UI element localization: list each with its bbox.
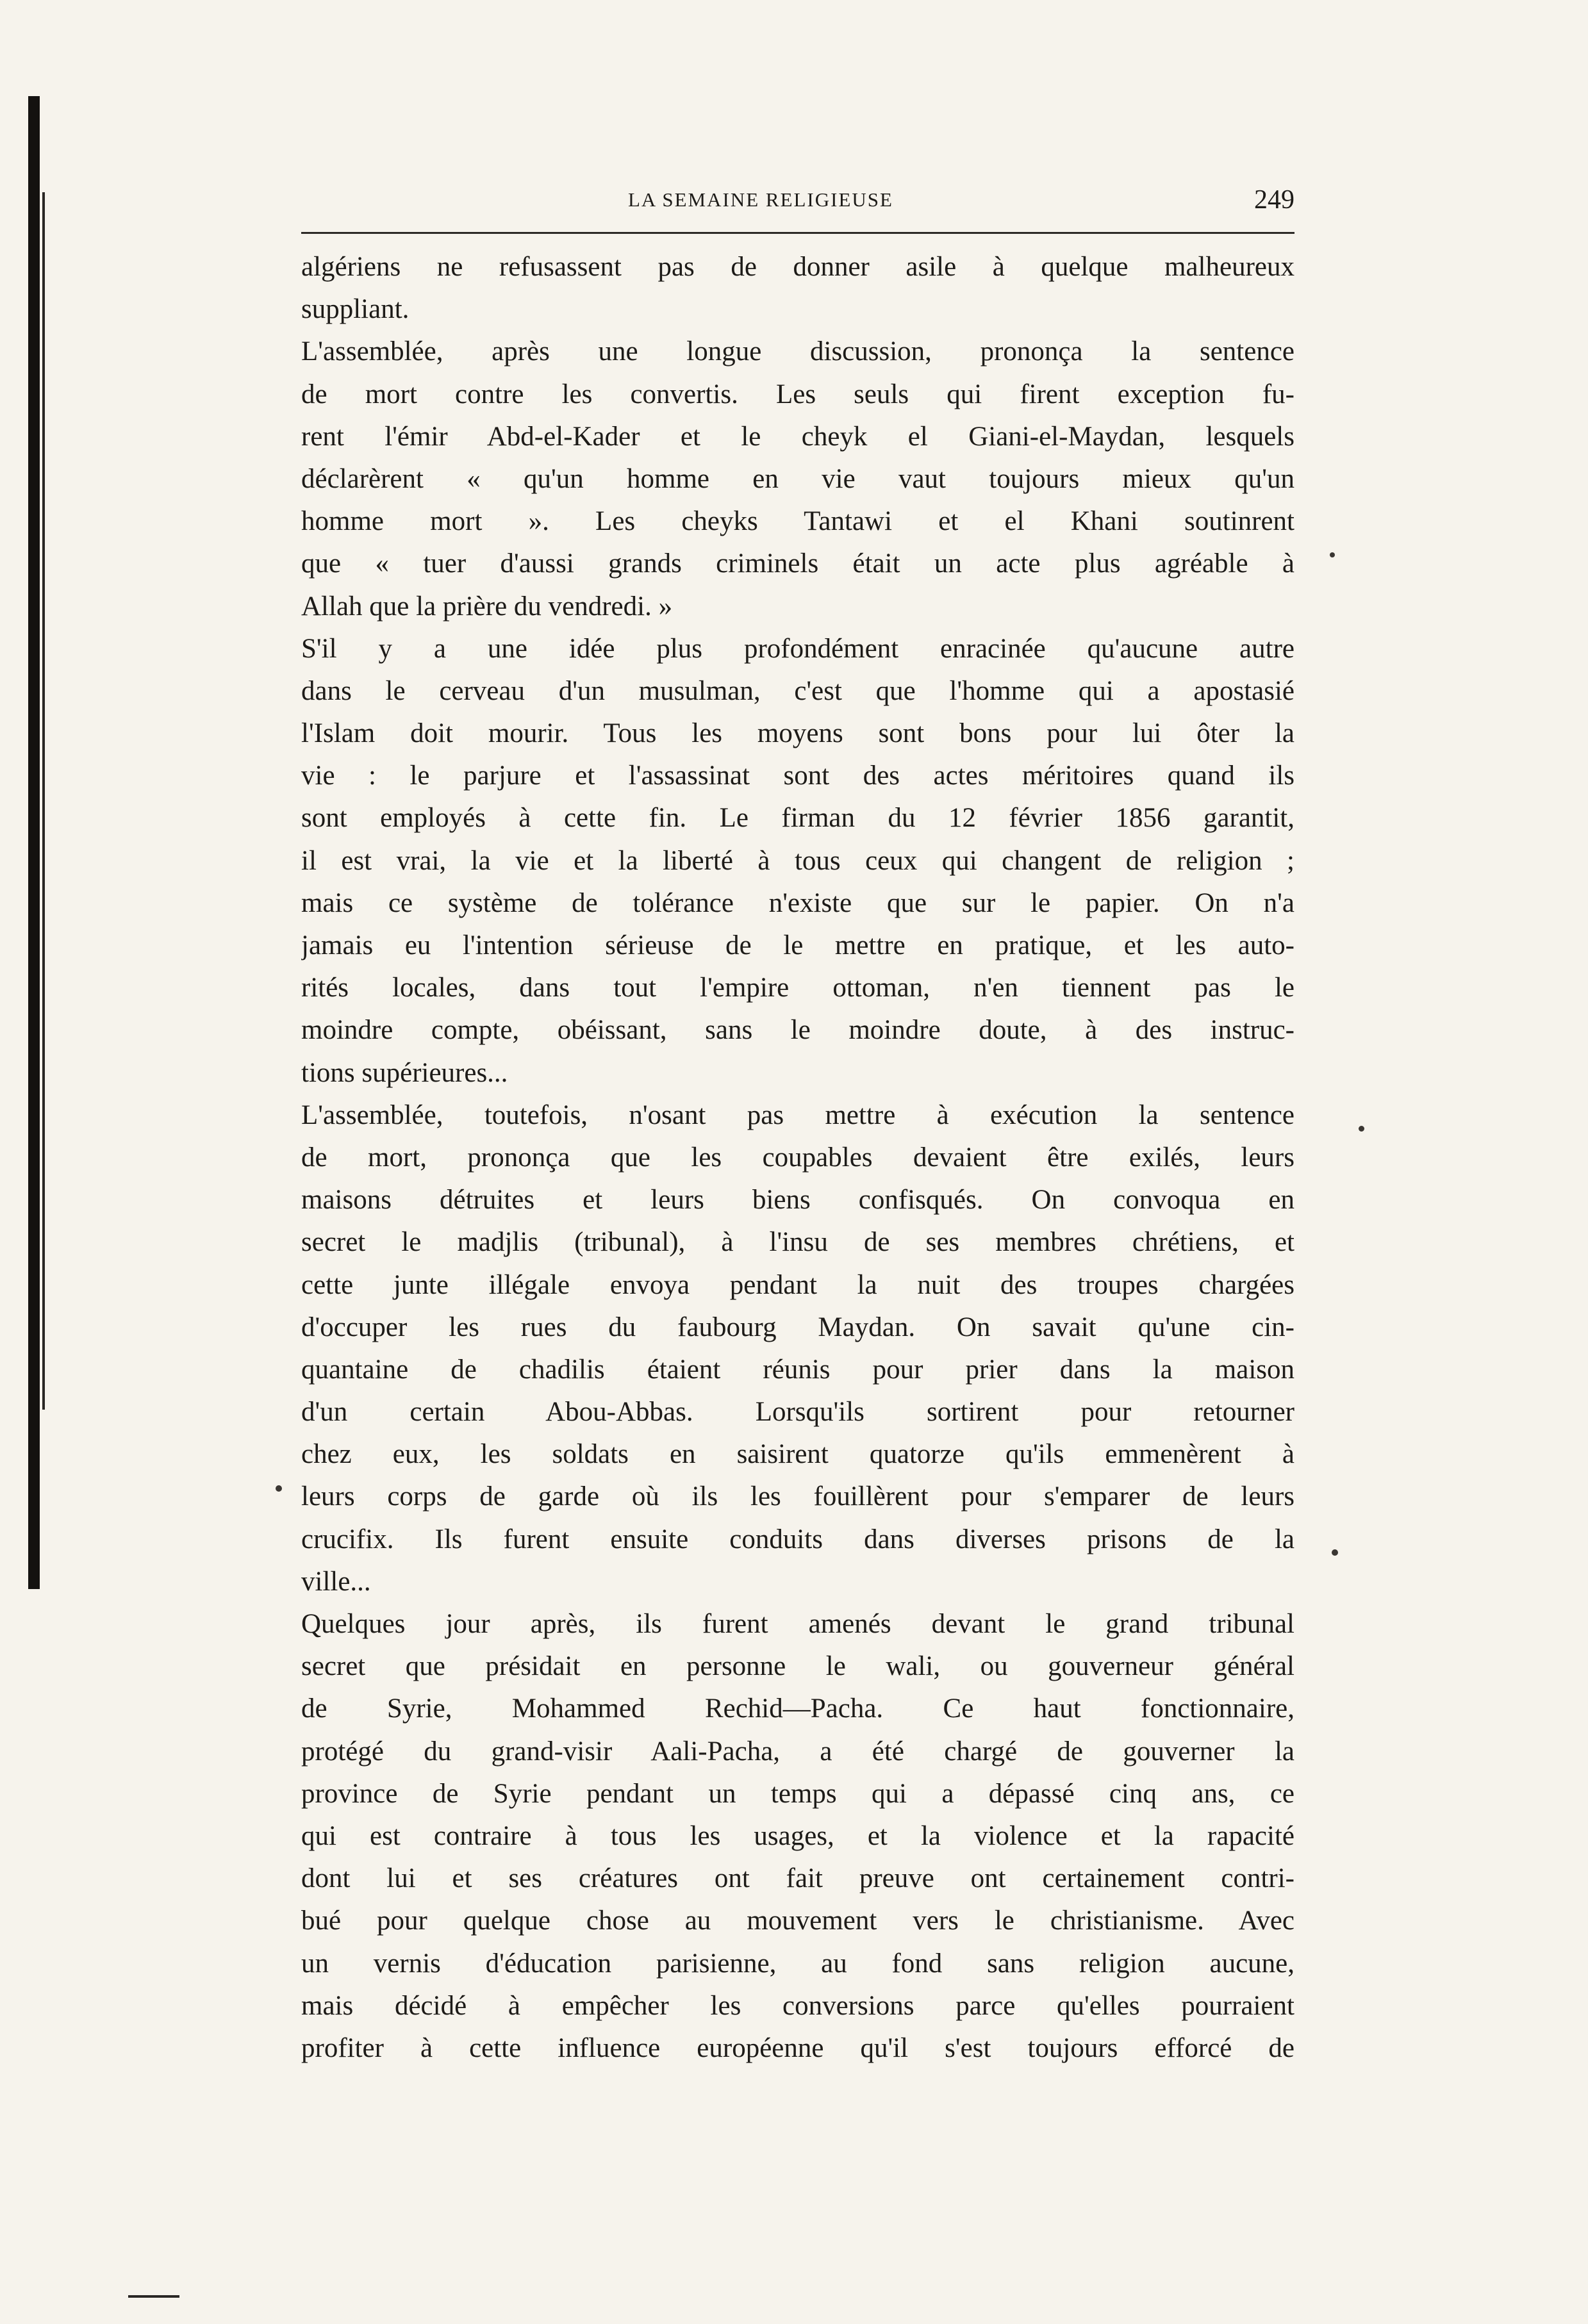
speck-mark (1330, 552, 1335, 557)
text-line: moindre compte, obéissant, sans le moindre doute, à des instruc- (301, 1015, 1294, 1046)
text-line: homme mort ». Les cheyks Tantawi et el Khani soutinrent (301, 506, 1294, 537)
running-head: LA SEMAINE RELIGIEUSE (628, 188, 893, 211)
body-text (301, 246, 1294, 2070)
text-line: de mort, prononça que les coupables devaient être exilés, leurs (301, 1142, 1294, 1173)
text-line: l'Islam doit mourir. Tous les moyens sont bons pour lui ôter la (301, 718, 1294, 749)
text-line: mais décidé à empêcher les conversions parce qu'elles pourraient (301, 1990, 1294, 2021)
text-line: déclarèrent « qu'un homme en vie vaut toujours mieux qu'un (301, 463, 1294, 494)
text-line: sont employés à cette fin. Le firman du 12 février 1856 garantit, (301, 803, 1294, 834)
text-line: de Syrie, Mohammed Rechid—Pacha. Ce haut fonctionnaire, (301, 1694, 1294, 1724)
text-line: mais ce système de tolérance n'existe que sur le papier. On n'a (301, 887, 1294, 918)
text-line: d'un certain Abou-Abbas. Lorsqu'ils sortirent pour retourner (301, 1397, 1294, 1428)
text-line: cette junte illégale envoya pendant la nuit des troupes chargées (301, 1269, 1294, 1300)
text-line: algériens ne refusassent pas de donner asile à quelque malheureux (301, 252, 1294, 282)
text-line: rités locales, dans tout l'empire ottoman, n'en tiennent pas le (301, 973, 1294, 1003)
text-line: qui est contraire à tous les usages, et la violence et la rapacité (301, 1820, 1294, 1851)
text-line: un vernis d'éducation parisienne, au fond sans religion aucune, (301, 1948, 1294, 1979)
header-rule (301, 232, 1294, 234)
text-line: rent l'émir Abd-el-Kader et le cheyk el Giani-el-Maydan, lesquels (301, 421, 1294, 452)
text-line: Allah que la prière du vendredi. » (301, 591, 673, 622)
text-line: tions supérieures... (301, 1057, 508, 1088)
text-line: province de Syrie pendant un temps qui a dépassé cinq ans, ce (301, 1778, 1294, 1809)
page-number: 249 (1254, 185, 1294, 215)
text-line: L'assemblée, après une longue discussion, prononça la sentence (301, 336, 1294, 367)
text-line: maisons détruites et leurs biens confisqués. On convoqua en (301, 1185, 1294, 1216)
text-line: crucifix. Ils furent ensuite conduits dans diverses prisons de la (301, 1524, 1294, 1554)
text-line: dans le cerveau d'un musulman, c'est que l'homme qui a apostasié (301, 675, 1294, 706)
text-line: il est vrai, la vie et la liberté à tous ceux qui changent de religion ; (301, 845, 1294, 876)
text-line: quantaine de chadilis étaient réunis pour prier dans la maison (301, 1354, 1294, 1385)
text-line: secret le madjlis (tribunal), à l'insu de ses membres chrétiens, et (301, 1227, 1294, 1258)
text-line: ville... (301, 1566, 371, 1597)
text-line: dont lui et ses créatures ont fait preuve ont certainement contri- (301, 1863, 1294, 1894)
text-line: leurs corps de garde où ils les fouillèrent pour s'emparer de leurs (301, 1481, 1294, 1512)
scan-bottom-mark (128, 2295, 179, 2298)
text-line: L'assemblée, toutefois, n'osant pas mettre à exécution la sentence (301, 1100, 1294, 1130)
text-line: profiter à cette influence européenne qu'il s'est toujours efforcé de (301, 2032, 1294, 2063)
text-line: d'occuper les rues du faubourg Maydan. On savait qu'une cin- (301, 1312, 1294, 1342)
scan-binding-edge (28, 96, 40, 1589)
text-line: Quelques jour après, ils furent amenés devant le grand tribunal (301, 1609, 1294, 1639)
speck-mark (276, 1485, 282, 1492)
page-header (301, 185, 1294, 223)
text-line: suppliant. (301, 294, 409, 325)
scan-binding-edge-inner (42, 192, 45, 1410)
text-line: secret que présidait en personne le wali, ou gouverneur général (301, 1651, 1294, 1682)
text-line: de mort contre les convertis. Les seuls qui firent exception fu- (301, 379, 1294, 409)
speck-mark (1332, 1549, 1338, 1556)
text-line: que « tuer d'aussi grands criminels était un acte plus agréable à (301, 548, 1294, 579)
text-line: protégé du grand-visir Aali-Pacha, a été chargé de gouverner la (301, 1736, 1294, 1767)
text-line: vie : le parjure et l'assassinat sont des actes méritoires quand ils (301, 761, 1294, 791)
text-line: jamais eu l'intention sérieuse de le mettre en pratique, et les auto- (301, 930, 1294, 960)
speck-mark (1359, 1126, 1364, 1132)
text-line: S'il y a une idée plus profondément enracinée qu'aucune autre (301, 633, 1294, 664)
text-line: bué pour quelque chose au mouvement vers le christianisme. Avec (301, 1906, 1294, 1936)
text-line: chez eux, les soldats en saisirent quatorze qu'ils emmenèrent à (301, 1439, 1294, 1470)
